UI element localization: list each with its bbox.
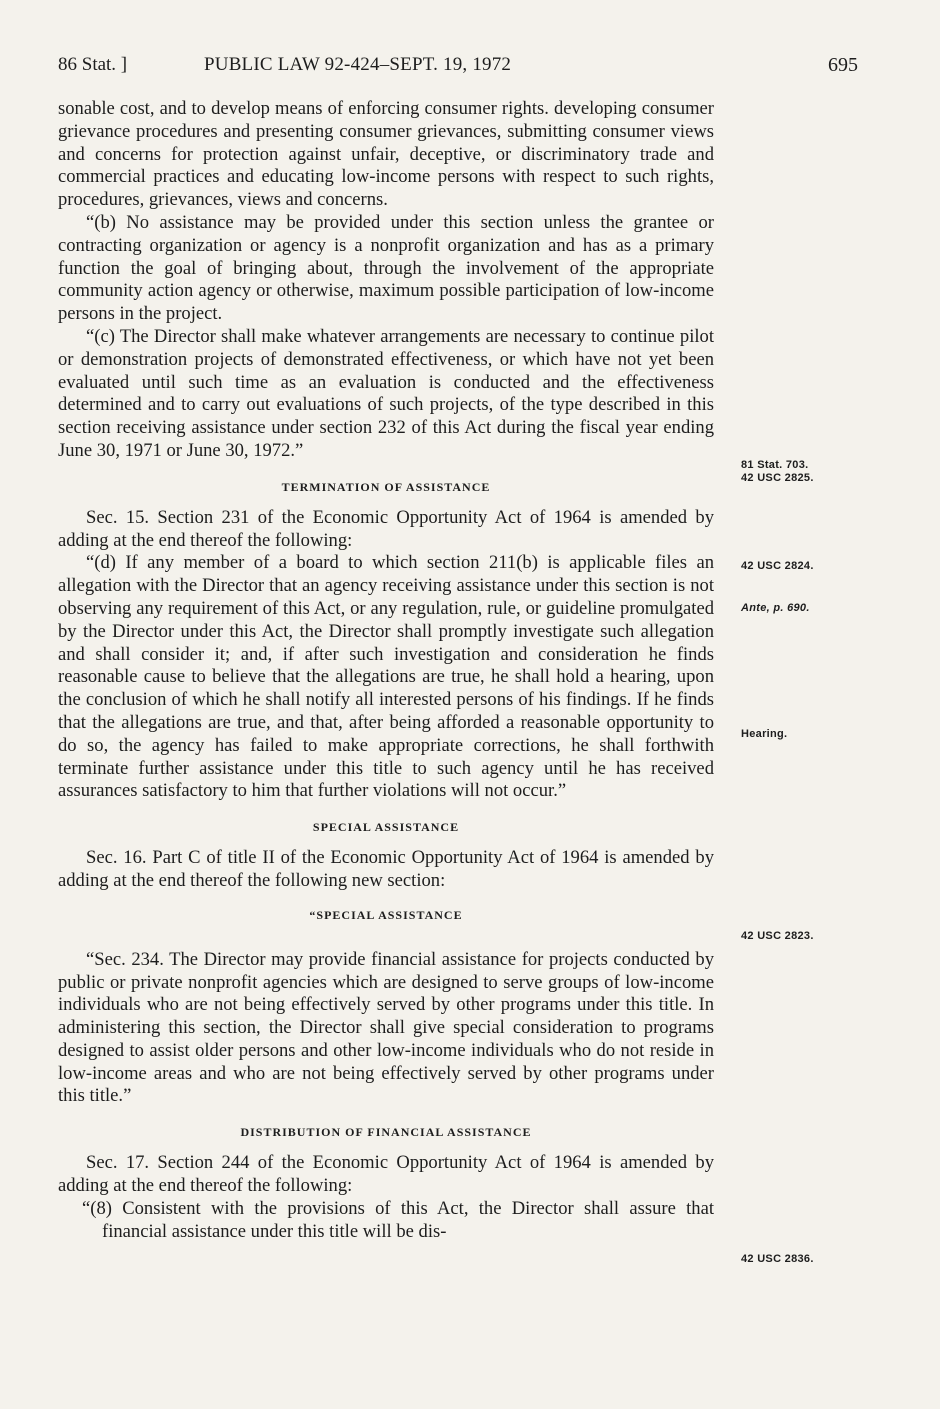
margin-note-42-usc-2824: 42 USC 2824.	[741, 560, 814, 572]
paragraph-sec-17: Sec. 17. Section 244 of the Economic Opportunity Act of 1964 is amended by adding at the end thereof the following:	[58, 1152, 714, 1197]
margin-note-hearing: Hearing.	[741, 728, 788, 740]
margin-note-81-stat-703	[741, 459, 814, 485]
margin-note-42-usc-2823: 42 USC 2823.	[741, 930, 814, 942]
section-heading-special-assistance: SPECIAL ASSISTANCE	[312, 820, 460, 835]
page-header	[58, 50, 858, 80]
margin-note-line: 81 Stat. 703.	[741, 459, 809, 471]
section-heading-termination: TERMINATION OF ASSISTANCE	[281, 479, 491, 494]
statute-reference: 86 Stat. ]	[58, 54, 128, 75]
paragraph-subsection-b: “(b) No assistance may be provided under this section unless the grantee or contracting organization or agency is a nonprofit organization and has as a primary function the goal of bringing about, through the involvement of the appropriate community action agency or otherwise, maximum possible participation of low-income persons in the project.	[58, 211, 714, 325]
quoted-heading-special-assistance: “SPECIAL ASSISTANCE	[309, 907, 463, 922]
paragraph-continuation: sonable cost, and to develop means of enforcing consumer rights. developing consumer grievance procedures and presenting consumer grievances, submitting consumer views and concerns for protection against unfair, deceptive, or discriminatory trade and commercial practices and educating low-income persons with respect to such rights, procedures, grievances, views and concerns.	[58, 98, 714, 211]
paragraph-sec-234: “Sec. 234. The Director may provide financial assistance for projects conducted by public or private nonprofit agencies which are designed to serve groups of low-income individuals who are not being effectively served by other programs under this title. In administering this section, the Director shall give special consideration to programs designed to assist older persons and other low-income individuals who do not reside in low-income areas and who are not being effectively served by other programs under this title.”	[58, 948, 714, 1107]
margin-note-ante-690: Ante, p. 690.	[741, 602, 810, 614]
margin-note-42-usc-2836: 42 USC 2836.	[741, 1253, 814, 1265]
paragraph-sec-15: Sec. 15. Section 231 of the Economic Opportunity Act of 1964 is amended by adding at the end thereof the following:	[58, 506, 714, 551]
margin-note-line: 42 USC 2825.	[741, 472, 814, 484]
page-number: 695	[828, 54, 858, 76]
public-law-title: PUBLIC LAW 92-424–SEPT. 19, 1972	[204, 54, 512, 75]
section-heading-distribution: DISTRIBUTION OF FINANCIAL ASSISTANCE	[240, 1125, 532, 1140]
paragraph-subsection-c: “(c) The Director shall make whatever arrangements are necessary to continue pilot or demonstration projects of demonstrated effectiveness, or which have not yet been evaluated until such time as an evaluation is conducted and the effectiveness determined and to carry out evaluations of such projects, of the type described in this section receiving assistance under section 232 of this Act during the fiscal year ending June 30, 1971 or June 30, 1972.”	[58, 325, 714, 461]
paragraph-subsection-d: “(d) If any member of a board to which section 211(b) is applicable files an allegation with the Director that an agency receiving assistance under this section is not observing any requirement of this Act, or any regulation, rule, or guideline promulgated by the Director under this Act, the Director shall promptly investigate such allegation and shall consider it; and, if after such investigation and consideration he finds reasonable cause to believe that the allegations are true, he shall hold a hearing, upon the conclusion of which he shall notify all interested persons of his findings. If he finds that the allegations are true, and that, after being afforded a reasonable opportunity to do so, the agency has failed to make appropriate corrections, he shall forthwith terminate further assistance under this title to such agency until he has received assurances satisfactory to him that further violations will not occur.”	[58, 552, 714, 802]
main-text-column	[58, 98, 714, 1243]
paragraph-item-8: “(8) Consistent with the provisions of this Act, the Director shall assure that financial assistance under this title will be dis-	[82, 1197, 714, 1242]
paragraph-sec-16: Sec. 16. Part C of title II of the Economic Opportunity Act of 1964 is amended by adding at the end thereof the following new section:	[58, 847, 714, 891]
